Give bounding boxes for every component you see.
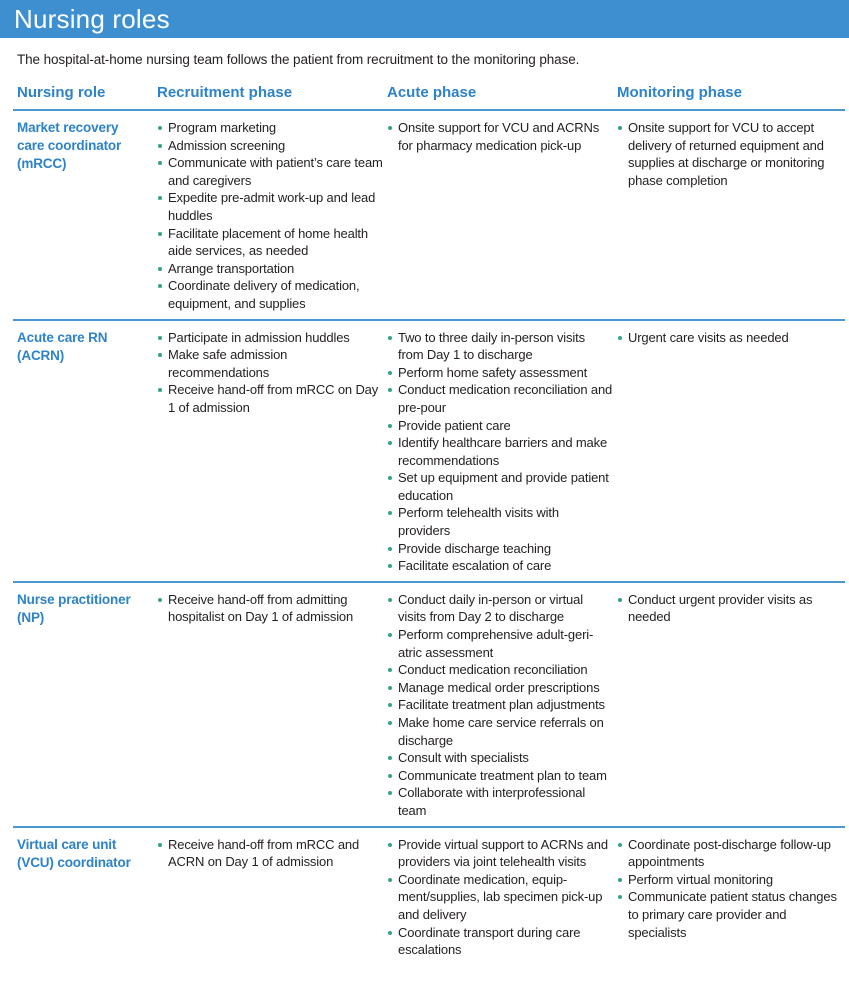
list-item: Program marketing [157,119,383,137]
list-item: Coordinate post-discharge follow-up appointments [617,836,845,871]
list-item: Communicate patient status changes to primary care provider and specialists [617,888,845,941]
list-item: Conduct medication reconciliation [387,661,613,679]
recruitment-phase-cell [153,320,383,582]
list-item: Arrange transportation [157,260,383,278]
page-title: Nursing roles [0,0,849,38]
list-item: Two to three daily in-person visits from Day 1 to discharge [387,329,613,364]
table-row [13,827,845,965]
list-item: Expedite pre-admit work-up and lead huddles [157,189,383,224]
monitoring-phase-cell [613,320,845,582]
list-item: Receive hand-off from mRCC and ACRN on Day 1 of admission [157,836,383,871]
header-monitoring-phase: Monitoring phase [613,76,845,110]
monitoring-task-list [617,119,845,189]
list-item: Communicate with patient’s care team and caregivers [157,154,383,189]
list-item: Coordinate delivery of medication, equipment, and supplies [157,277,383,312]
list-item: Collaborate with interprofessional team [387,784,613,819]
intro-text: The hospital-at-home nursing team follows the patient from recruitment to the monitoring phase. [17,52,580,67]
list-item: Facilitate escalation of care [387,557,613,575]
table-row [13,320,845,582]
list-item: Make home care service referrals on discharge [387,714,613,749]
monitoring-phase-cell [613,827,845,965]
role-name: Acute care RN (ACRN) [13,320,153,582]
monitoring-task-list [617,591,845,626]
list-item: Provide discharge teaching [387,540,613,558]
list-item: Conduct medication reconciliation and pre-pour [387,381,613,416]
acute-task-list [387,329,613,575]
acute-task-list [387,836,613,959]
nursing-roles-table [13,76,845,965]
recruitment-phase-cell [153,582,383,827]
recruitment-phase-cell [153,110,383,320]
list-item: Provide patient care [387,417,613,435]
list-item: Set up equipment and provide patient education [387,469,613,504]
acute-phase-cell [383,110,613,320]
list-item: Facilitate treatment plan adjustments [387,696,613,714]
list-item: Communicate treatment plan to team [387,767,613,785]
header-recruitment-phase: Recruitment phase [153,76,383,110]
table-row [13,582,845,827]
list-item: Perform virtual monitoring [617,871,845,889]
list-item: Receive hand-off from mRCC on Day 1 of admission [157,381,383,416]
list-item: Consult with specialists [387,749,613,767]
list-item: Coordinate transport during care escalations [387,924,613,959]
list-item: Onsite support for VCU and ACRNs for pharmacy medication pick-up [387,119,613,154]
recruitment-task-list [157,119,383,313]
recruitment-task-list [157,591,383,626]
list-item: Conduct urgent provider visits as needed [617,591,845,626]
list-item: Make safe admission recommendations [157,346,383,381]
table-row [13,110,845,320]
list-item: Provide virtual support to ACRNs and providers via joint telehealth visits [387,836,613,871]
list-item: Manage medical order prescriptions [387,679,613,697]
header-acute-phase: Acute phase [383,76,613,110]
list-item: Onsite support for VCU to accept delivery of returned equipment and supplies at discharge or monitoring phase completion [617,119,845,189]
header-nursing-role: Nursing role [13,76,153,110]
acute-phase-cell [383,827,613,965]
role-name: Virtual care unit (VCU) coordinator [17,836,131,870]
list-item: Urgent care visits as needed [617,329,845,347]
list-item: Facilitate placement of home health aide services, as needed [157,225,383,260]
role-name: Market recovery care coordinator (mRCC) [13,110,153,320]
list-item: Conduct daily in-person or virtual visits from Day 2 to discharge [387,591,613,626]
recruitment-phase-cell [153,827,383,965]
list-item: Identify healthcare barriers and make recommendations [387,434,613,469]
acute-task-list [387,119,613,154]
acute-phase-cell [383,582,613,827]
acute-task-list [387,591,613,820]
monitoring-phase-cell [613,110,845,320]
table-header-row [13,76,845,110]
monitoring-task-list [617,836,845,942]
acute-phase-cell [383,320,613,582]
monitoring-phase-cell [613,582,845,827]
monitoring-task-list [617,329,845,347]
list-item: Admission screening [157,137,383,155]
recruitment-task-list [157,836,383,871]
list-item: Coordinate medication, equip-ment/supplies, lab specimen pick-up and delivery [387,871,613,924]
list-item: Perform telehealth visits with providers [387,504,613,539]
recruitment-task-list [157,329,383,417]
role-name: Nurse practitioner (NP) [13,582,153,827]
list-item: Perform home safety assessment [387,364,613,382]
list-item: Participate in admission huddles [157,329,383,347]
list-item: Receive hand-off from admitting hospitalist on Day 1 of admission [157,591,383,626]
list-item: Perform comprehensive adult-geri-atric assessment [387,626,613,661]
